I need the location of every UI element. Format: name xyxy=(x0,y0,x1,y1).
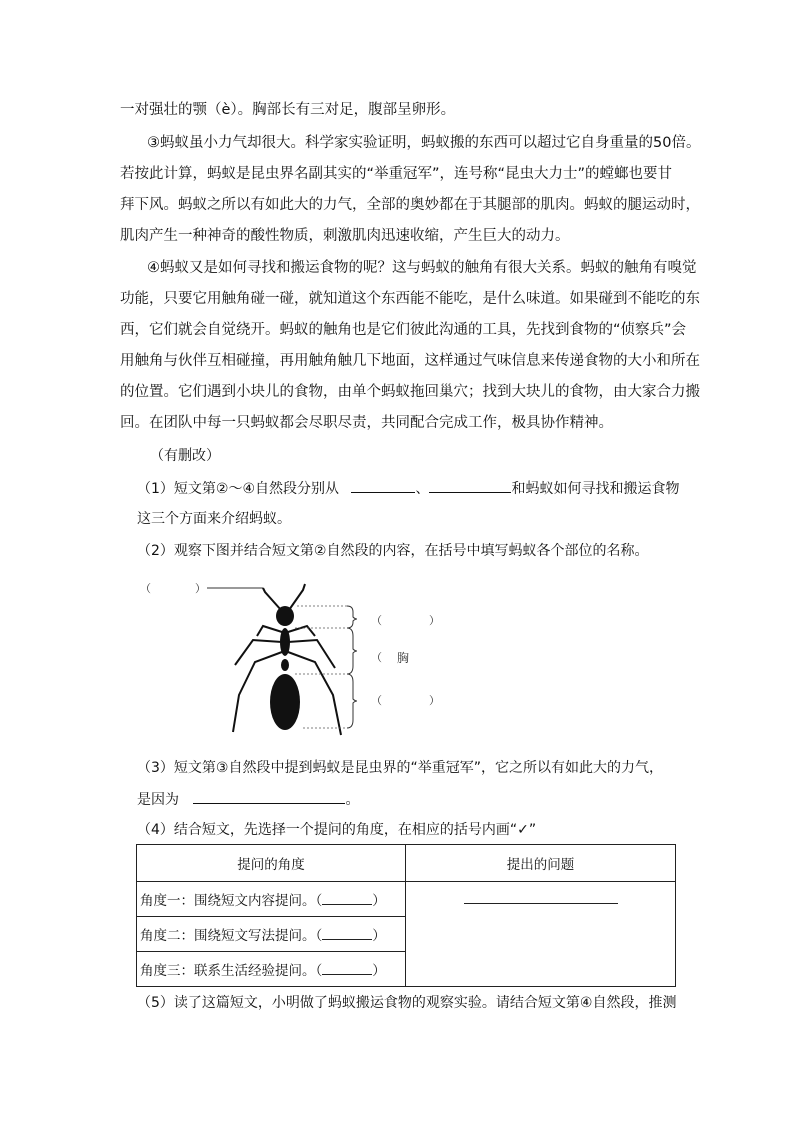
table-header-angle: 提问的角度 xyxy=(137,845,406,882)
label-r3-open: （ xyxy=(371,694,382,707)
answer-blank-2[interactable] xyxy=(429,478,511,493)
label-left-open: （ xyxy=(140,582,151,595)
separator: 、 xyxy=(415,481,430,497)
check-blank[interactable] xyxy=(322,927,372,940)
question-1-continued: 这三个方面来介绍蚂蚁。 xyxy=(137,511,291,527)
answer-blank-3[interactable] xyxy=(193,789,345,804)
check-blank[interactable] xyxy=(322,962,372,975)
angle-close: ） xyxy=(372,928,386,944)
label-r2-open: （ xyxy=(371,651,382,664)
question-3: （3）短文第③自然段中提到蚂蚁是昆虫界的“举重冠军”，它之所以有如此大的力气， xyxy=(137,760,663,776)
paragraph-4-line: 的位置。它们遇到小块儿的食物，由单个蚂蚁拖回巢穴；找到大块儿的食物，由大家合力搬 xyxy=(120,384,700,400)
paragraph-4-line: 西，它们就会自觉绕开。蚂蚁的触角也是它们彼此沟通的工具，先找到食物的“侦察兵”会 xyxy=(120,322,687,338)
angle-cell xyxy=(137,917,406,952)
bracket-head xyxy=(347,606,357,628)
angle-close: ） xyxy=(372,963,386,979)
question-3-end: 。 xyxy=(345,792,360,808)
angle-label: 角度一：围绕短文内容提问。（ xyxy=(140,893,323,909)
angle-label: 角度三：联系生活经验提问。（ xyxy=(140,963,323,979)
paragraph-2-end: 一对强壮的颚（è）。胸部长有三对足，腹部呈卵形。 xyxy=(120,102,456,118)
question-5: （5）读了这篇短文，小明做了蚂蚁搬运食物的观察实验。请结合短文第④自然段，推测 xyxy=(137,995,677,1011)
angle-cell xyxy=(137,952,406,987)
question-3-text-b: 是因为 xyxy=(137,792,179,808)
question-4: （4）结合短文，先选择一个提问的角度，在相应的括号内画“✓” xyxy=(137,822,537,838)
paragraph-4-line: 回。在团队中每一只蚂蚁都会尽职尽责，共同配合完成工作，极具协作精神。 xyxy=(120,415,613,431)
ant-head xyxy=(276,606,294,626)
question-2: （2）观察下图并结合短文第②自然段的内容，在括号中填写蚂蚁各个部位的名称。 xyxy=(137,543,649,559)
table-header-question: 提出的问题 xyxy=(406,845,676,882)
paragraph-3-line: ③蚂蚁虽小力气却很大。科学家实验证明，蚂蚁搬的东西可以超过它自身重量的50倍。 xyxy=(147,135,701,151)
label-r1-close: ） xyxy=(429,614,440,627)
ant-figure xyxy=(135,570,455,745)
answer-blank-1[interactable] xyxy=(351,478,415,493)
label-r1-open: （ xyxy=(371,614,382,627)
label-left-close: ） xyxy=(195,582,206,595)
edit-note: （有删改） xyxy=(150,448,220,464)
angle-label: 角度二：围绕短文写法提问。（ xyxy=(140,928,323,944)
bracket-abdomen xyxy=(347,674,357,728)
angle-close: ） xyxy=(372,893,386,909)
paragraph-4-line: 用触角与伙伴互相碰撞，再用触角触几下地面，这样通过气味信息来传递食物的大小和所在 xyxy=(120,353,700,369)
paragraph-3-line: 肌肉产生一种神奇的酸性物质，刺激肌肉迅速收缩，产生巨大的动力。 xyxy=(120,228,570,244)
check-blank[interactable] xyxy=(322,892,372,905)
bracket-thorax xyxy=(347,628,357,674)
paragraph-3-line: 拜下风。蚂蚁之所以有如此大的力气，全部的奥妙都在于其腿部的肌肉。蚂蚁的腿运动时， xyxy=(120,197,700,213)
antenna-left xyxy=(263,588,281,610)
question-1-text: （1）短文第②～④自然段分别从 xyxy=(137,481,340,497)
table-row xyxy=(137,882,676,917)
question-1-text-b: 和蚂蚁如何寻找和搬运食物 xyxy=(511,481,680,497)
ant-abdomen xyxy=(270,674,300,730)
label-r3-close: ） xyxy=(429,694,440,707)
paragraph-4-line: ④蚂蚁又是如何寻找和搬运食物的呢？这与蚂蚁的触角有很大关系。蚂蚁的触角有嗅觉 xyxy=(147,260,697,276)
paragraph-3-line: 若按此计算，蚂蚁是昆虫界名副其实的“举重冠军”，连号称“昆虫大力士”的螳螂也要甘 xyxy=(120,166,673,182)
question-answer-cell[interactable] xyxy=(406,882,676,987)
question-1 xyxy=(137,478,679,499)
question-answer-line[interactable] xyxy=(464,895,618,904)
question-3-continued xyxy=(137,789,359,810)
ant-petiole xyxy=(281,659,289,671)
paragraph-4-line: 功能，只要它用触角碰一碰，就知道这个东西能不能吃，是什么味道。如果碰到不能吃的东 xyxy=(120,291,700,307)
label-thorax: 胸 xyxy=(397,651,410,665)
angle-cell xyxy=(137,882,406,917)
question-table xyxy=(136,844,676,987)
